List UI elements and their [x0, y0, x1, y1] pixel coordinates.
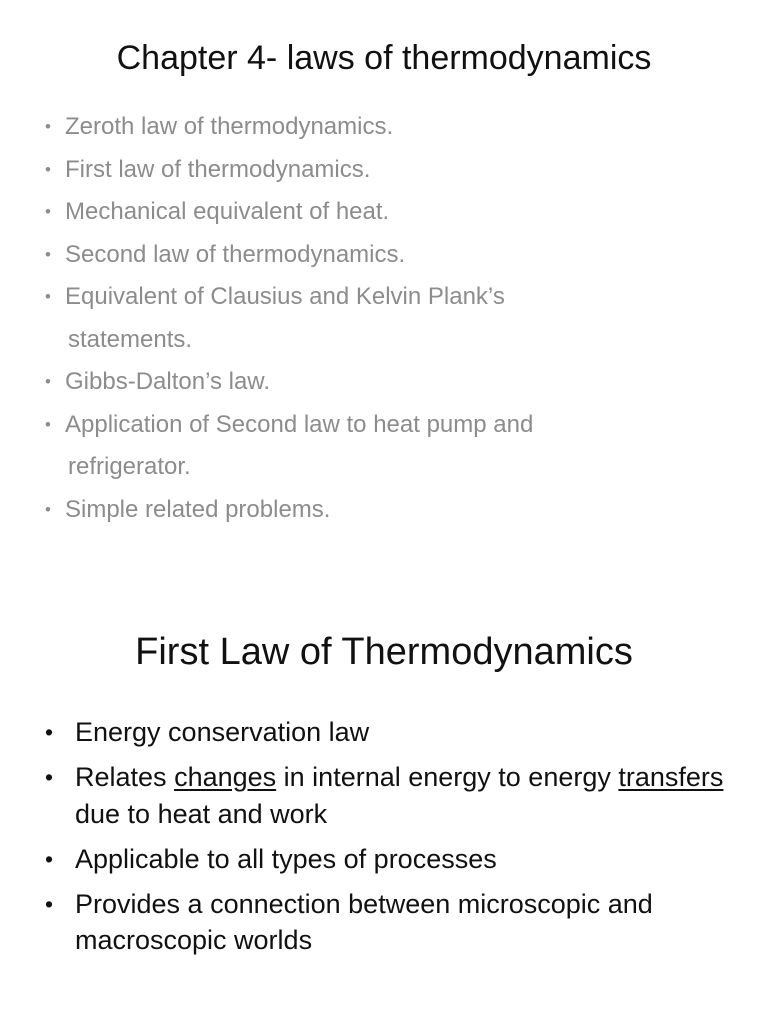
list-item: [45, 106, 725, 149]
key-points-list: [45, 714, 725, 967]
list-item: [45, 404, 725, 489]
bullet-icon: •: [45, 764, 54, 790]
list-item-text: Equivalent of Clausius and Kelvin Plank’s: [65, 283, 505, 310]
list-item: [45, 361, 725, 404]
list-item-text: Gibbs-Dalton’s law.: [65, 368, 270, 395]
list-item-text-part: in internal energy to energy: [276, 762, 619, 792]
list-item: [45, 714, 725, 751]
list-item: [45, 276, 725, 361]
list-item-text: Application of Second law to heat pump and: [65, 410, 534, 438]
bullet-icon: •: [45, 372, 51, 391]
list-item: [45, 886, 725, 959]
list-item-text: Second law of thermodynamics.: [65, 240, 406, 268]
bullet-icon: •: [45, 244, 51, 264]
list-item-continuation: refrigerator.: [68, 453, 191, 480]
underlined-term-changes: changes: [174, 762, 277, 792]
list-item-text: Zeroth law of thermodynamics.: [65, 113, 394, 140]
list-item-text: Provides a connection between microscopic and macroscopic worlds: [75, 888, 653, 955]
list-item: [45, 234, 725, 277]
list-item-text-part: due to heat and work: [75, 798, 328, 829]
slide-first-law: [0, 560, 768, 1024]
bullet-icon: •: [45, 159, 51, 179]
list-item: [45, 149, 725, 192]
list-item-text: Applicable to all types of processes: [75, 843, 497, 874]
list-item-text: First law of thermodynamics.: [65, 155, 371, 183]
list-item-text-part: Relates: [75, 762, 175, 792]
list-item: [45, 489, 725, 532]
underlined-term-transfers: transfers: [618, 762, 724, 792]
list-item-text: Simple related problems.: [65, 495, 331, 523]
list-item-text: Energy conservation law: [75, 717, 370, 747]
list-item: [45, 191, 725, 234]
topic-list: [45, 106, 725, 531]
list-item: [45, 759, 725, 832]
list-item-text: Mechanical equivalent of heat.: [65, 198, 390, 225]
bullet-icon: •: [45, 117, 51, 136]
bullet-icon: •: [45, 499, 51, 519]
list-item-continuation: statements.: [68, 325, 193, 353]
bullet-icon: •: [45, 890, 54, 917]
bullet-icon: •: [45, 202, 51, 221]
bullet-icon: •: [45, 414, 51, 434]
bullet-icon: •: [45, 845, 54, 872]
list-item: [45, 841, 725, 878]
slide-title: Chapter 4- laws of thermodynamics: [116, 39, 652, 77]
slide-title: First Law of Thermodynamics: [135, 631, 633, 673]
bullet-icon: •: [45, 287, 51, 306]
bullet-icon: •: [45, 719, 54, 745]
